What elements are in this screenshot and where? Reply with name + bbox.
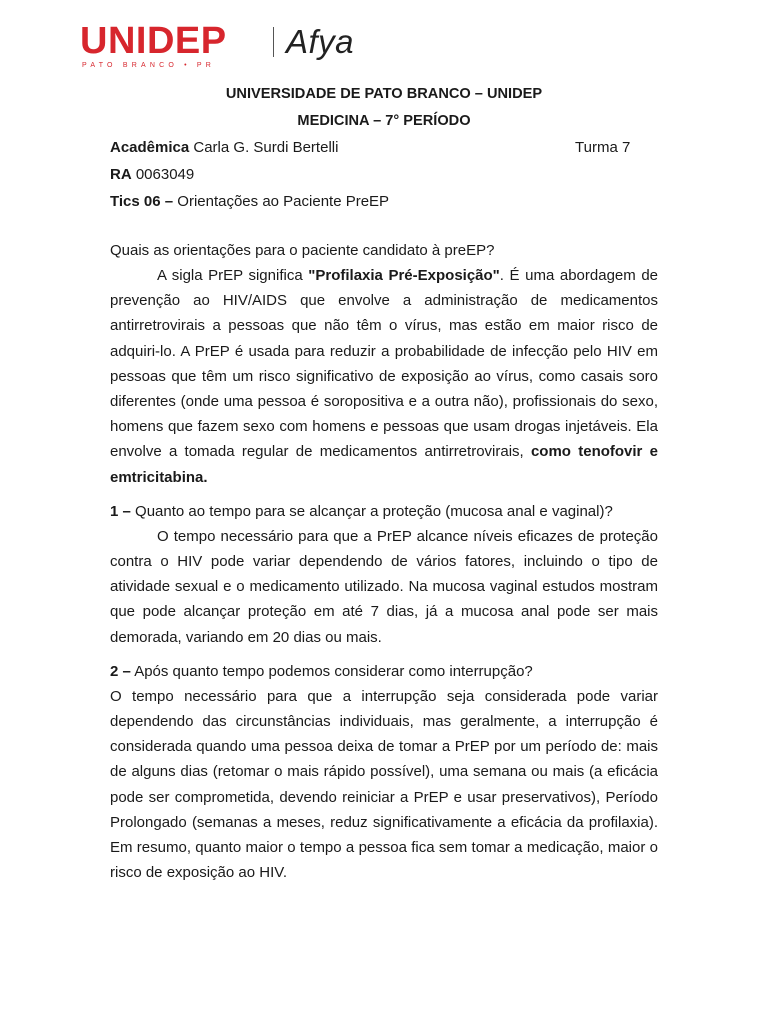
- intro-p1-bold: "Profilaxia Pré-Exposição": [308, 267, 500, 284]
- intro-p1-start: A sigla PrEP significa: [157, 267, 309, 284]
- ra-value: 0063049: [131, 166, 195, 183]
- student-line: [110, 137, 658, 164]
- q2-question: [110, 659, 658, 684]
- intro-question: Quais as orientações para o paciente candidato à preEP?: [110, 242, 495, 259]
- academica-label: Acadêmica: [110, 139, 190, 156]
- tics-value: Orientações ao Paciente PreEP: [173, 193, 390, 210]
- afya-logo: Afya: [286, 23, 355, 60]
- q1-number: 1 –: [110, 502, 131, 520]
- q1-question-text: Quanto ao tempo para se alcançar a proteção (mucosa anal e vaginal)?: [130, 502, 613, 520]
- ra-label: RA: [110, 166, 132, 183]
- q1-question: [110, 499, 658, 524]
- university-title: UNIVERSIDADE DE PATO BRANCO – UNIDEP: [225, 86, 543, 102]
- intro-p1-bold-end: como tenofovir e emtricitabina.: [110, 443, 658, 486]
- q2-question-text: Após quanto tempo podemos considerar como interrupção?: [130, 662, 533, 680]
- unidep-logo-text: UNIDEP: [80, 20, 227, 62]
- course-title: MEDICINA – 7° PERÍODO: [297, 113, 471, 129]
- q2-number: 2 –: [110, 662, 131, 680]
- intro-paragraph: [110, 263, 658, 490]
- academica-value: Carla G. Surdi Bertelli: [189, 139, 339, 156]
- tics-line: [110, 191, 658, 218]
- intro-p1-rest: . É uma abordagem de prevenção ao HIV/AIDS que envolve a administração de medicamentos antirretrovirais a pessoas que não têm o vírus, mas estão em maior risco de adquiri-lo. A PrEP é usada para reduzir a probabilidade de infecção pelo HIV em pessoas que têm um risco significativo de exposição ao vírus, como casais soro diferentes (onde uma pessoa é soropositiva e a outra não), profissionais do sexo, homens que fazem sexo com homens e pessoas que usam drogas injetáveis. Ela envolve a tomada regular de medicamentos antirretrovirais,: [110, 267, 659, 461]
- turma: Turma 7: [575, 139, 631, 156]
- tics-label: Tics 06 –: [110, 193, 174, 210]
- unidep-logo-subtitle: PATO BRANCO • PR: [82, 62, 216, 69]
- document-body: [110, 83, 658, 885]
- logo-divider: [273, 27, 274, 57]
- q1-answer: O tempo necessário para que a PrEP alcance níveis eficazes de proteção contra o HIV pode variar dependendo de vários fatores, incluindo o tipo de atividade sexual e o medicamento utilizado. Na mucosa vaginal estudos mostram que pode alcançar proteção em até 7 dias, já a mucosa anal pode ser mais demorada, variando em 20 dias ou mais.: [110, 527, 658, 646]
- q2-answer: O tempo necessário para que a interrupção seja considerada pode variar dependendo das circunstâncias individuais, mas geralmente, a interrupção é considerada quando uma pessoa deixa de tomar a PrEP por um período de: mais de alguns dias (retomar o mais rápido possível), uma semana ou mais (a eficácia pode ser comprometida, devendo reiniciar a PrEP e usar preservativos), Período Prolongado (semanas a meses, reduz significativamente a eficácia da profilaxia). Em resumo, quanto maior o tempo a pessoa fica sem tomar a medicação, maior o risco de exposição ao HIV.: [110, 687, 658, 882]
- ra-line: [110, 164, 658, 191]
- unidep-logo: [80, 22, 262, 69]
